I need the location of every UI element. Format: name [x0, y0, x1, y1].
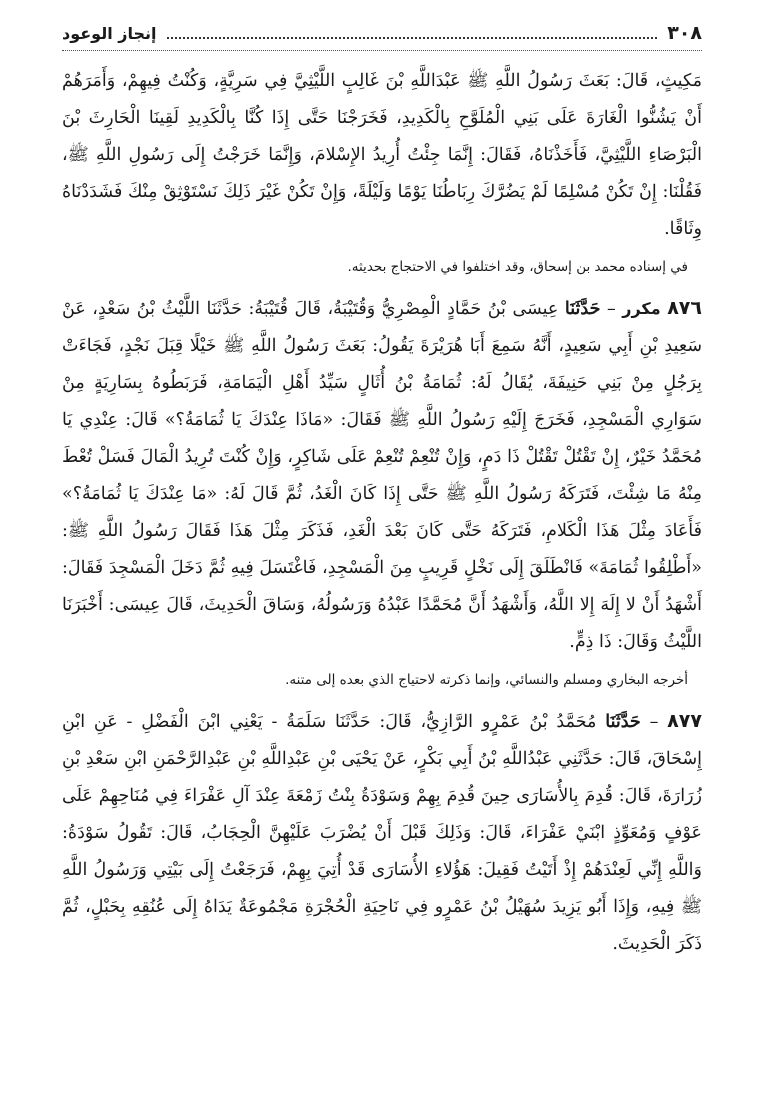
hadith-876	[62, 290, 702, 661]
hadith-877	[62, 703, 702, 963]
commentary-takhrij-note: أخرجه البخاري ومسلم والنسائي، وإنما ذكرته لاحتياج الذي بعده إلى متنه.	[285, 672, 688, 688]
hadith-number: ٨٧٧	[667, 710, 702, 732]
hadith-opening-word: حَدَّثَنَا	[605, 712, 641, 732]
page-header	[62, 22, 702, 51]
hadith-continuation	[62, 63, 702, 248]
hadith-dash: –	[600, 299, 616, 319]
hadith-text: مُحَمَّدُ بْنُ عَمْرٍو الرَّازِيُّ، قَالَ: حَدَّثَنَا سَلَمَةُ - يَعْنِي ابْنَ الْفَضْلِ - عَنِ ابْنِ إِسْحَاقَ، قَالَ: حَدَّثَنِي عَبْدُاللَّهِ بْنُ أَبِي بَكْرٍ، عَنْ يَحْيَى بْنِ عَبْدِاللَّهِ بْنِ عَبْدِالرَّحْمَنِ ابْنِ سَعْدِ بْنِ زُرَارَةَ، قَالَ: قُدِمَ بِالأُسَارَى حِينَ قُدِمَ بِهِمْ وَسَوْدَةُ بِنْتُ زَمْعَةَ عِنْدَ آلِ عَفْرَاءَ فِي مُنَاحِهِمْ عَلَى عَوْفٍ وَمُعَوِّذٍ ابْنَيْ عَفْرَاءَ، قَالَ: وَذَلِكَ قَبْلَ أَنْ يُضْرَبَ عَلَيْهِنَّ الْحِجَابُ، قَالَ: تَقُولُ سَوْدَةُ: وَاللَّهِ إِنِّي لَعِنْدَهُمْ إِذْ أَتَيْتُ فَقِيلَ: هَؤُلاءِ الأُسَارَى قَدْ أُتِيَ بِهِمْ، فَرَجَعْتُ إِلَى بَيْتِي وَرَسُولُ اللَّهِ ﷺ فِيهِ، وَإِذَا أَبُو يَزِيدَ سُهَيْلُ بْنُ عَمْرٍو فِي نَاحِيَةِ الْحُجْرَةِ مَجْمُوعَةٌ يَدَاهُ إِلَى عُنُقِهِ بِحَبْلٍ، ثُمَّ ذَكَرَ الْحَدِيثَ.	[62, 712, 702, 954]
hadith-dash: –	[640, 712, 659, 732]
hadith-number: ٨٧٦	[667, 297, 702, 319]
book-title: إنجاز الوعود	[62, 24, 157, 43]
book-page	[62, 22, 702, 963]
hadith-opening-word: حَدَّثَنَا	[564, 299, 601, 319]
hadith-text: عِيسَى بْنُ حَمَّادٍ الْمِصْرِيُّ وَقُتَيْبَةُ، قَالَ قُتَيْبَةُ: حَدَّثَنَا اللَّيْثُ بْنُ سَعْدٍ، عَنْ سَعِيدِ بْنِ أَبِي سَعِيدٍ، أَنَّهُ سَمِعَ أَبَا هُرَيْرَةَ يَقُولُ: بَعَثَ رَسُولُ اللَّهِ ﷺ خَيْلًا قِبَلَ نَجْدٍ، فَجَاءَتْ بِرَجُلٍ مِنْ بَنِي حَنِيفَةَ، يُقَالُ لَهُ: ثُمَامَةُ بْنُ أُثَالٍ سَيِّدُ أَهْلِ الْيَمَامَةِ، فَرَبَطُوهُ بِسَارِيَةٍ مِنْ سَوَارِي الْمَسْجِدِ، فَخَرَجَ إِلَيْهِ رَسُولُ اللَّهِ ﷺ فَقَالَ: «مَاذَا عِنْدَكَ يَا ثُمَامَةُ؟» قَالَ: عِنْدِي يَا مُحَمَّدُ خَيْرٌ، إِنْ تَقْتُلْ تَقْتُلْ ذَا دَمٍ، وَإِنْ تُنْعِمْ تُنْعِمْ عَلَى شَاكِرٍ، وَإِنْ كُنْتَ تُرِيدُ الْمَالَ فَسَلْ تُعْطَ مِنْهُ مَا شِئْتَ، فَتَرَكَهُ رَسُولُ اللَّهِ ﷺ حَتَّى إِذَا كَانَ الْغَدُ، ثُمَّ قَالَ لَهُ: «مَا عِنْدَكَ يَا ثُمَامَةُ؟» فَأَعَادَ مِثْلَ هَذَا الْكَلامِ، فَتَرَكَهُ حَتَّى كَانَ بَعْدَ الْغَدِ، فَذَكَرَ مِثْلَ هَذَا فَقَالَ رَسُولُ اللَّهِ ﷺ: «أَطْلِقُوا ثُمَامَةَ» فَانْطَلَقَ إِلَى نَخْلٍ قَرِيبٍ مِنَ الْمَسْجِدِ، فَاغْتَسَلَ فِيهِ ثُمَّ دَخَلَ الْمَسْجِدَ فَقَالَ: أَشْهَدُ أَنْ لا إِلَهَ إِلا اللَّهُ، وَأَشْهَدُ أَنَّ مُحَمَّدًا عَبْدُهُ وَرَسُولُهُ، وَسَاقَ الْحَدِيثَ، قَالَ عِيسَى: أَخْبَرَنَا اللَّيْثُ وَقَالَ: ذَا ذِمٍّ.	[62, 299, 702, 652]
header-dotted-leader	[167, 27, 658, 39]
hadith-continuation-text: مَكِيثٍ، قَالَ: بَعَثَ رَسُولُ اللَّهِ ﷺ عَبْدَاللَّهِ بْنَ غَالِبٍ اللَّيْثِيَّ فِي سَرِيَّةٍ، وَكُنْتُ فِيهِمْ، وَأَمَرَهُمْ أَنْ يَشُنُّوا الْغَارَةَ عَلَى بَنِي الْمُلَوَّحِ بِالْكَدِيدِ، فَخَرَجْنَا حَتَّى إِذَا كُنَّا بِالْكَدِيدِ لَقِينَا الْحَارِثَ بْنَ الْبَرْصَاءِ اللَّيْثِيَّ، فَأَخَذْنَاهُ، فَقَالَ: إِنَّمَا جِئْتُ أُرِيدُ الإِسْلامَ، وَإِنَّمَا خَرَجْتُ إِلَى رَسُولِ اللَّهِ ﷺ، فَقُلْنَا: إِنْ تَكُنْ مُسْلِمًا لَمْ يَضُرَّكَ رِبَاطُنَا يَوْمًا وَلَيْلَةً، وَإِنْ تَكُنْ غَيْرَ ذَلِكَ نَسْتَوْثِقْ مِنْكَ فَشَدَدْنَاهُ وِثَاقًا.	[62, 71, 702, 239]
hadith-repeat-label: مكرر	[622, 299, 661, 318]
page-number: ٣٠٨	[667, 22, 702, 44]
commentary-isnad-note: في إسناده محمد بن إسحاق، وقد اختلفوا في الاحتجاج بحديثه.	[347, 259, 688, 275]
